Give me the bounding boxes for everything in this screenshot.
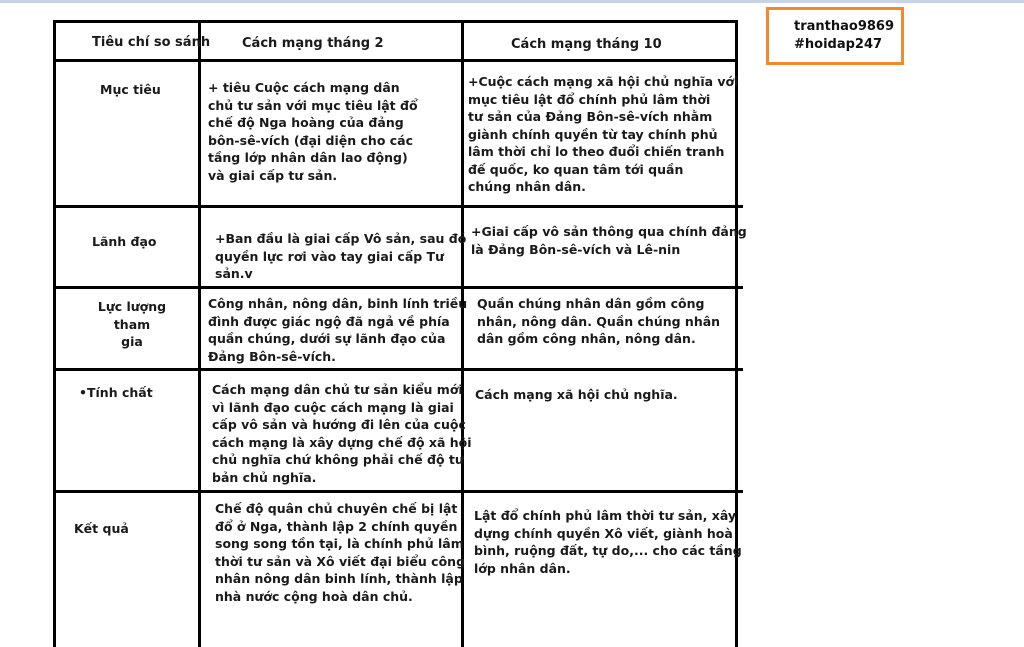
header-february-revolution: Cách mạng tháng 2 (242, 36, 384, 51)
row-label-nature: •Tính chất (79, 385, 153, 400)
cell-feb-result: Chế độ quân chủ chuyên chế bị lật đổ ở Nga, thành lập 2 chính quyền song song tồn tại, là chính phủ lâm thời tư sản và Xô viết đại biểu công nhân nông dân binh lính, thành lập nhà nước cộng hoà dân chủ. (215, 501, 466, 604)
row-label-objective: Mục tiêu (100, 82, 161, 97)
table-border-left (53, 20, 56, 647)
header-october-revolution: Cách mạng tháng 10 (511, 37, 662, 52)
row-label-participants: Lực lượng tham gia (97, 299, 167, 349)
row-divider (53, 368, 743, 371)
cell-oct-result: Lật đổ chính phủ lâm thời tư sản, xây dựng chính quyền Xô viết, giành hoà bình, ruộng đất, tự do,... cho các tầng lớp nhân dân. (474, 508, 742, 576)
window-top-border (0, 0, 1024, 3)
cell-feb-nature: Cách mạng dân chủ tư sản kiểu mới vì lãnh đạo cuộc cách mạng là giai cấp vô sản và hướng đi lên của cuộc cách mạng là xây dựng chế độ xã hội chủ nghĩa chứ không phải chế độ tư bản chủ nghĩa. (212, 382, 472, 485)
watermark-username: tranthao9869 (794, 19, 895, 34)
cell-oct-participants: Quần chúng nhân dân gồm công nhân, nông dân. Quần chúng nhân dân gồm công nhân, nông dân. (477, 296, 721, 346)
row-label-result: Kết quả (74, 521, 129, 536)
row-label-leadership: Lãnh đạo (92, 234, 157, 249)
header-criteria: Tiêu chí so sánh (92, 35, 211, 50)
column-divider-1 (198, 20, 201, 647)
cell-oct-objective: +Cuộc cách mạng xã hội chủ nghĩa với mục tiêu lật đổ chính phủ lâm thời tư sản của Đảng Bôn-sê-vích nhằm giành chính quyền từ tay chính phủ lâm thời chỉ lo theo đuổi chiến tranh đế quốc, ko quan tâm tới quần chúng nhân dân. (468, 74, 739, 194)
cell-feb-objective: + tiêu Cuộc cách mạng dân chủ tư sản với mục tiêu lật đổ chế độ Nga hoàng của đảng bôn-sê-vích (đại diện cho các tầng lớp nhân dân lao động) và giai cấp tư sản. (208, 80, 418, 183)
row-divider (53, 490, 743, 493)
table-border-top (53, 20, 737, 23)
author-watermark (766, 7, 904, 65)
row-divider (53, 286, 743, 289)
cell-feb-leadership: +Ban đầu là giai cấp Vô sản, sau đó quyền lực rơi vào tay giai cấp Tư sản.v (215, 231, 467, 281)
cell-feb-participants: Công nhân, nông dân, binh lính triều đình được giác ngộ đã ngả về phía quần chúng, dưới sự lãnh đạo của Đảng Bôn-sê-vích. (208, 296, 468, 364)
watermark-tag: #hoidap247 (794, 37, 883, 52)
cell-oct-leadership: +Giai cấp vô sản thông qua chính đảng là Đảng Bôn-sê-vích và Lê-nin (471, 224, 747, 257)
row-divider (53, 59, 737, 62)
row-divider (53, 205, 743, 208)
cell-oct-nature: Cách mạng xã hội chủ nghĩa. (475, 387, 678, 402)
